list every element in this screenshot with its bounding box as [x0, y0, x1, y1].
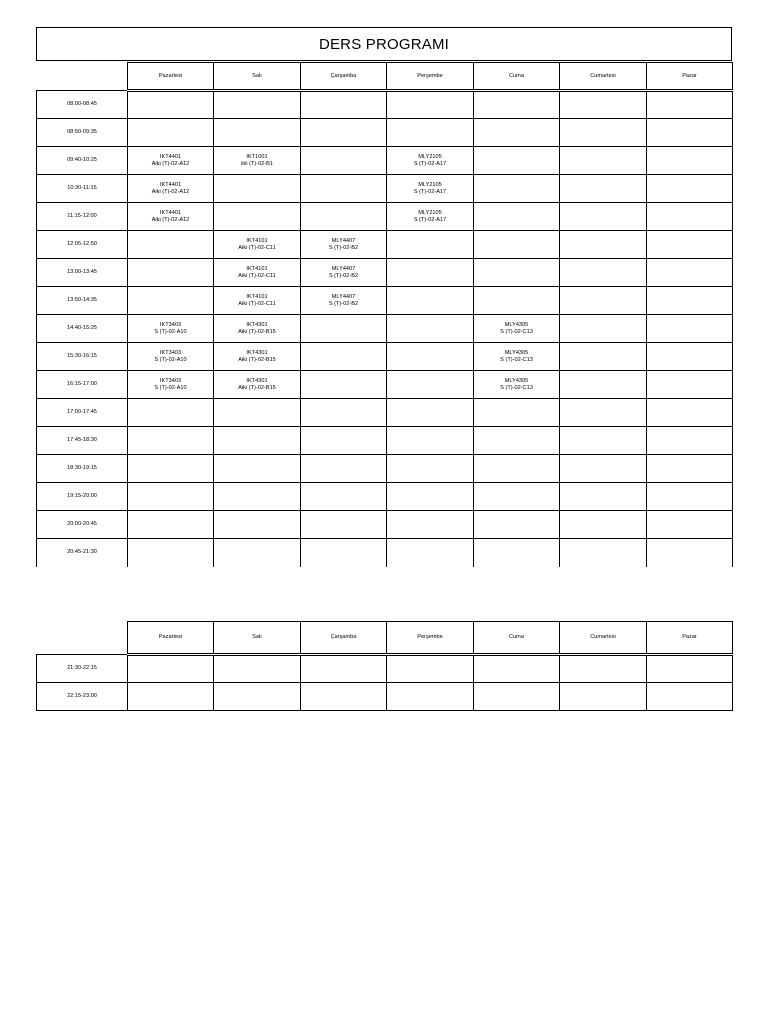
- schedule-cell: [214, 231, 301, 259]
- time-slot-row: [37, 91, 733, 119]
- time-slot-row: [37, 483, 733, 511]
- time-slot-label: 21:30-22:15: [37, 655, 128, 683]
- time-slot-row: [37, 315, 733, 343]
- schedule-cell: [560, 203, 647, 231]
- course-code: IKT1001: [246, 153, 268, 160]
- course-room: Aiki (T)-02-A12: [151, 160, 190, 167]
- schedule-cell: [647, 91, 733, 119]
- schedule-cell: [647, 399, 733, 427]
- time-slot-row: [37, 455, 733, 483]
- course-room: S (T)-02-A10: [154, 328, 187, 335]
- schedule-cell: [387, 427, 474, 455]
- time-slot-label: 13:00-13:45: [37, 259, 128, 287]
- course-room: S (T)-02-C13: [500, 328, 533, 335]
- schedule-cell: [214, 483, 301, 511]
- schedule-cell: [214, 343, 301, 371]
- day-header: Perşembe: [387, 63, 474, 91]
- schedule-cell: [387, 455, 474, 483]
- time-slot-label: 12:05-12:50: [37, 231, 128, 259]
- schedule-cell: [387, 175, 474, 203]
- schedule-cell: [128, 119, 214, 147]
- schedule-cell: [647, 655, 733, 683]
- course-room: Aiki (T)-02-A12: [151, 216, 190, 223]
- course-room: Aiki (T)-02-C11: [238, 244, 276, 251]
- schedule-cell: [560, 147, 647, 175]
- schedule-cell: [387, 343, 474, 371]
- schedule-cell: [301, 343, 387, 371]
- schedule-cell: [647, 455, 733, 483]
- time-slot-label: 09:40-10:25: [37, 147, 128, 175]
- schedule-cell: [301, 91, 387, 119]
- schedule-cell: [387, 91, 474, 119]
- course-code: IKT4301: [246, 321, 268, 328]
- schedule-cell: [128, 399, 214, 427]
- schedule-cell: [560, 231, 647, 259]
- schedule-cell: [560, 315, 647, 343]
- time-slot-row: [37, 511, 733, 539]
- course-code: IKT4401: [159, 181, 182, 188]
- schedule-cell: [301, 203, 387, 231]
- schedule-cell: [301, 399, 387, 427]
- time-slot-row: [37, 683, 733, 711]
- schedule-cell: [387, 203, 474, 231]
- course-room: S (T)-02-C13: [500, 384, 533, 391]
- course-code: MLY2105: [418, 209, 442, 216]
- corner-blank: [37, 622, 128, 655]
- schedule-cell: [214, 287, 301, 315]
- schedule-cell: [128, 343, 214, 371]
- schedule-cell: [560, 259, 647, 287]
- course-code: IKT4401: [159, 209, 182, 216]
- schedule-cell: [474, 399, 560, 427]
- course-code: MLY4305: [504, 321, 529, 328]
- schedule-cell: [474, 539, 560, 567]
- schedule-cell: [128, 231, 214, 259]
- schedule-cell: [214, 119, 301, 147]
- day-header: Pazar: [647, 63, 733, 91]
- schedule-cell: [301, 427, 387, 455]
- day-header: Çarşamba: [301, 63, 387, 91]
- schedule-cell: [560, 483, 647, 511]
- schedule-cell: [647, 147, 733, 175]
- time-slot-label: 18:30-19:15: [37, 455, 128, 483]
- schedule-table-continued: [36, 621, 733, 711]
- corner-blank: [37, 63, 128, 91]
- schedule-cell: [647, 231, 733, 259]
- schedule-cell: [214, 91, 301, 119]
- course-room: S (T)-02-A10: [154, 384, 187, 391]
- time-slot-row: [37, 343, 733, 371]
- schedule-cell: [128, 427, 214, 455]
- day-header: Salı: [214, 63, 301, 91]
- schedule-cell: [387, 683, 474, 711]
- schedule-table: [36, 62, 733, 567]
- time-slot-label: 08:50-09:35: [37, 119, 128, 147]
- time-slot-row: [37, 399, 733, 427]
- day-header: Pazartesi: [128, 622, 214, 655]
- schedule-cell: [214, 371, 301, 399]
- schedule-cell: [474, 511, 560, 539]
- time-slot-label: 14:40-15:25: [37, 315, 128, 343]
- schedule-cell: [387, 259, 474, 287]
- schedule-cell: [301, 511, 387, 539]
- schedule-cell: [387, 371, 474, 399]
- schedule-cell: [647, 539, 733, 567]
- course-room: Aiki (T)-02-B15: [238, 356, 276, 363]
- schedule-cell: [301, 315, 387, 343]
- schedule-cell: [474, 91, 560, 119]
- schedule-cell: [647, 315, 733, 343]
- day-header-row: [37, 622, 733, 655]
- day-header: Cumartesi: [560, 63, 647, 91]
- schedule-cell: [128, 483, 214, 511]
- course-code: IKT3403: [159, 321, 182, 328]
- schedule-cell: [214, 315, 301, 343]
- course-code: MLY4407: [331, 293, 356, 300]
- schedule-cell: [474, 655, 560, 683]
- schedule-cell: [560, 343, 647, 371]
- course-room: iiki (T)-02-B1: [240, 160, 273, 167]
- course-room: Aiki (T)-02-B15: [238, 384, 276, 391]
- time-slot-row: [37, 259, 733, 287]
- day-header: Cumartesi: [560, 622, 647, 655]
- course-room: Aiki (T)-02-B15: [238, 328, 276, 335]
- schedule-cell: [301, 287, 387, 315]
- schedule-cell: [128, 203, 214, 231]
- schedule-cell: [301, 683, 387, 711]
- schedule-cell: [214, 399, 301, 427]
- day-header-row: [37, 63, 733, 91]
- schedule-cell: [387, 119, 474, 147]
- schedule-cell: [301, 655, 387, 683]
- course-code: IKT3403: [159, 377, 182, 384]
- schedule-cell: [647, 343, 733, 371]
- day-header: Perşembe: [387, 622, 474, 655]
- course-code: MLY4305: [504, 377, 529, 384]
- schedule-cell: [647, 259, 733, 287]
- schedule-cell: [128, 147, 214, 175]
- time-slot-label: 15:30-16:15: [37, 343, 128, 371]
- schedule-cell: [474, 147, 560, 175]
- schedule-cell: [647, 483, 733, 511]
- schedule-cell: [387, 399, 474, 427]
- schedule-cell: [560, 539, 647, 567]
- schedule-cell: [387, 539, 474, 567]
- time-slot-label: 17:45-18:30: [37, 427, 128, 455]
- day-header: Salı: [214, 622, 301, 655]
- schedule-cell: [214, 539, 301, 567]
- time-slot-row: [37, 287, 733, 315]
- schedule-cell: [474, 483, 560, 511]
- course-code: MLY4407: [331, 265, 356, 272]
- course-code: IKT4301: [246, 377, 268, 384]
- schedule-cell: [387, 483, 474, 511]
- time-slot-row: [37, 539, 733, 567]
- schedule-cell: [474, 287, 560, 315]
- schedule-cell: [560, 655, 647, 683]
- time-slot-label: 11:15-12:00: [37, 203, 128, 231]
- course-room: S (T)-02-C13: [500, 356, 533, 363]
- schedule-cell: [474, 119, 560, 147]
- schedule-cell: [647, 371, 733, 399]
- schedule-cell: [128, 259, 214, 287]
- schedule-cell: [560, 399, 647, 427]
- schedule-cell: [474, 315, 560, 343]
- schedule-cell: [560, 371, 647, 399]
- schedule-cell: [301, 455, 387, 483]
- schedule-cell: [214, 427, 301, 455]
- schedule-cell: [301, 119, 387, 147]
- course-code: MLY4407: [331, 237, 356, 244]
- schedule-cell: [128, 539, 214, 567]
- day-header: Çarşamba: [301, 622, 387, 655]
- schedule-cell: [301, 539, 387, 567]
- schedule-cell: [301, 371, 387, 399]
- schedule-cell: [647, 203, 733, 231]
- schedule-cell: [214, 511, 301, 539]
- schedule-cell: [560, 683, 647, 711]
- schedule-cell: [301, 147, 387, 175]
- time-slot-row: [37, 203, 733, 231]
- schedule-cell: [474, 259, 560, 287]
- schedule-cell: [387, 315, 474, 343]
- course-room: Aiki (T)-02-C11: [238, 300, 276, 307]
- schedule-cell: [214, 455, 301, 483]
- schedule-cell: [474, 683, 560, 711]
- course-code: IKT4101: [246, 293, 268, 300]
- time-slot-label: 19:15-20:00: [37, 483, 128, 511]
- day-header: Cuma: [474, 622, 560, 655]
- course-room: S (T)-02-B2: [328, 272, 359, 279]
- schedule-cell: [214, 259, 301, 287]
- day-header: Pazartesi: [128, 63, 214, 91]
- time-slot-label: 20:45-21:30: [37, 539, 128, 567]
- schedule-cell: [214, 655, 301, 683]
- time-slot-label: 22:15-23:00: [37, 683, 128, 711]
- schedule-cell: [301, 231, 387, 259]
- schedule-cell: [474, 371, 560, 399]
- schedule-cell: [560, 175, 647, 203]
- course-code: IKT4301: [246, 349, 268, 356]
- schedule-cell: [214, 683, 301, 711]
- time-slot-row: [37, 119, 733, 147]
- time-slot-row: [37, 231, 733, 259]
- schedule-cell: [128, 511, 214, 539]
- time-slot-label: 16:15-17:00: [37, 371, 128, 399]
- time-slot-label: 10:30-11:15: [37, 175, 128, 203]
- course-room: S (T)-02-B2: [328, 244, 359, 251]
- course-code: IKT4401: [159, 153, 182, 160]
- schedule-cell: [387, 231, 474, 259]
- schedule-cell: [647, 287, 733, 315]
- schedule-cell: [387, 655, 474, 683]
- course-room: S (T)-02-A17: [413, 188, 447, 195]
- schedule-cell: [647, 683, 733, 711]
- schedule-cell: [560, 91, 647, 119]
- schedule-cell: [560, 455, 647, 483]
- schedule-cell: [128, 455, 214, 483]
- day-header: Pazar: [647, 622, 733, 655]
- course-room: S (T)-02-A17: [413, 216, 447, 223]
- course-code: MLY4305: [504, 349, 529, 356]
- time-slot-row: [37, 371, 733, 399]
- schedule-cell: [474, 427, 560, 455]
- schedule-cell: [560, 287, 647, 315]
- time-slot-row: [37, 427, 733, 455]
- schedule-cell: [387, 287, 474, 315]
- course-room: S (T)-02-A10: [154, 356, 187, 363]
- page-title: DERS PROGRAMI: [36, 27, 732, 61]
- schedule-cell: [560, 427, 647, 455]
- schedule-cell: [214, 175, 301, 203]
- schedule-cell: [128, 371, 214, 399]
- schedule-cell: [474, 203, 560, 231]
- course-code: IKT4101: [246, 237, 268, 244]
- schedule-cell: [301, 175, 387, 203]
- time-slot-label: 20:00-20:45: [37, 511, 128, 539]
- time-slot-row: [37, 147, 733, 175]
- schedule-cell: [387, 147, 474, 175]
- course-room: Aiki (T)-02-A12: [151, 188, 190, 195]
- schedule-cell: [560, 119, 647, 147]
- schedule-cell: [474, 343, 560, 371]
- course-code: IKT4101: [246, 265, 268, 272]
- course-room: S (T)-02-B2: [328, 300, 359, 307]
- schedule-cell: [128, 91, 214, 119]
- time-slot-label: 08:00-08:45: [37, 91, 128, 119]
- schedule-cell: [214, 203, 301, 231]
- time-slot-row: [37, 655, 733, 683]
- schedule-cell: [560, 511, 647, 539]
- schedule-cell: [128, 683, 214, 711]
- time-slot-label: 17:00-17:45: [37, 399, 128, 427]
- time-slot-label: 13:50-14:35: [37, 287, 128, 315]
- course-code: IKT3403: [159, 349, 182, 356]
- schedule-cell: [301, 259, 387, 287]
- course-room: S (T)-02-A17: [413, 160, 447, 167]
- schedule-cell: [474, 455, 560, 483]
- day-header: Cuma: [474, 63, 560, 91]
- course-code: MLY2105: [418, 181, 442, 188]
- schedule-cell: [474, 231, 560, 259]
- schedule-cell: [301, 483, 387, 511]
- schedule-cell: [128, 655, 214, 683]
- course-room: Aiki (T)-02-C11: [238, 272, 276, 279]
- schedule-cell: [214, 147, 301, 175]
- schedule-cell: [128, 315, 214, 343]
- schedule-cell: [647, 175, 733, 203]
- time-slot-row: [37, 175, 733, 203]
- schedule-cell: [647, 511, 733, 539]
- schedule-cell: [647, 427, 733, 455]
- schedule-cell: [387, 511, 474, 539]
- schedule-cell: [128, 287, 214, 315]
- schedule-cell: [647, 119, 733, 147]
- course-code: MLY2105: [418, 153, 442, 160]
- schedule-cell: [474, 175, 560, 203]
- schedule-cell: [128, 175, 214, 203]
